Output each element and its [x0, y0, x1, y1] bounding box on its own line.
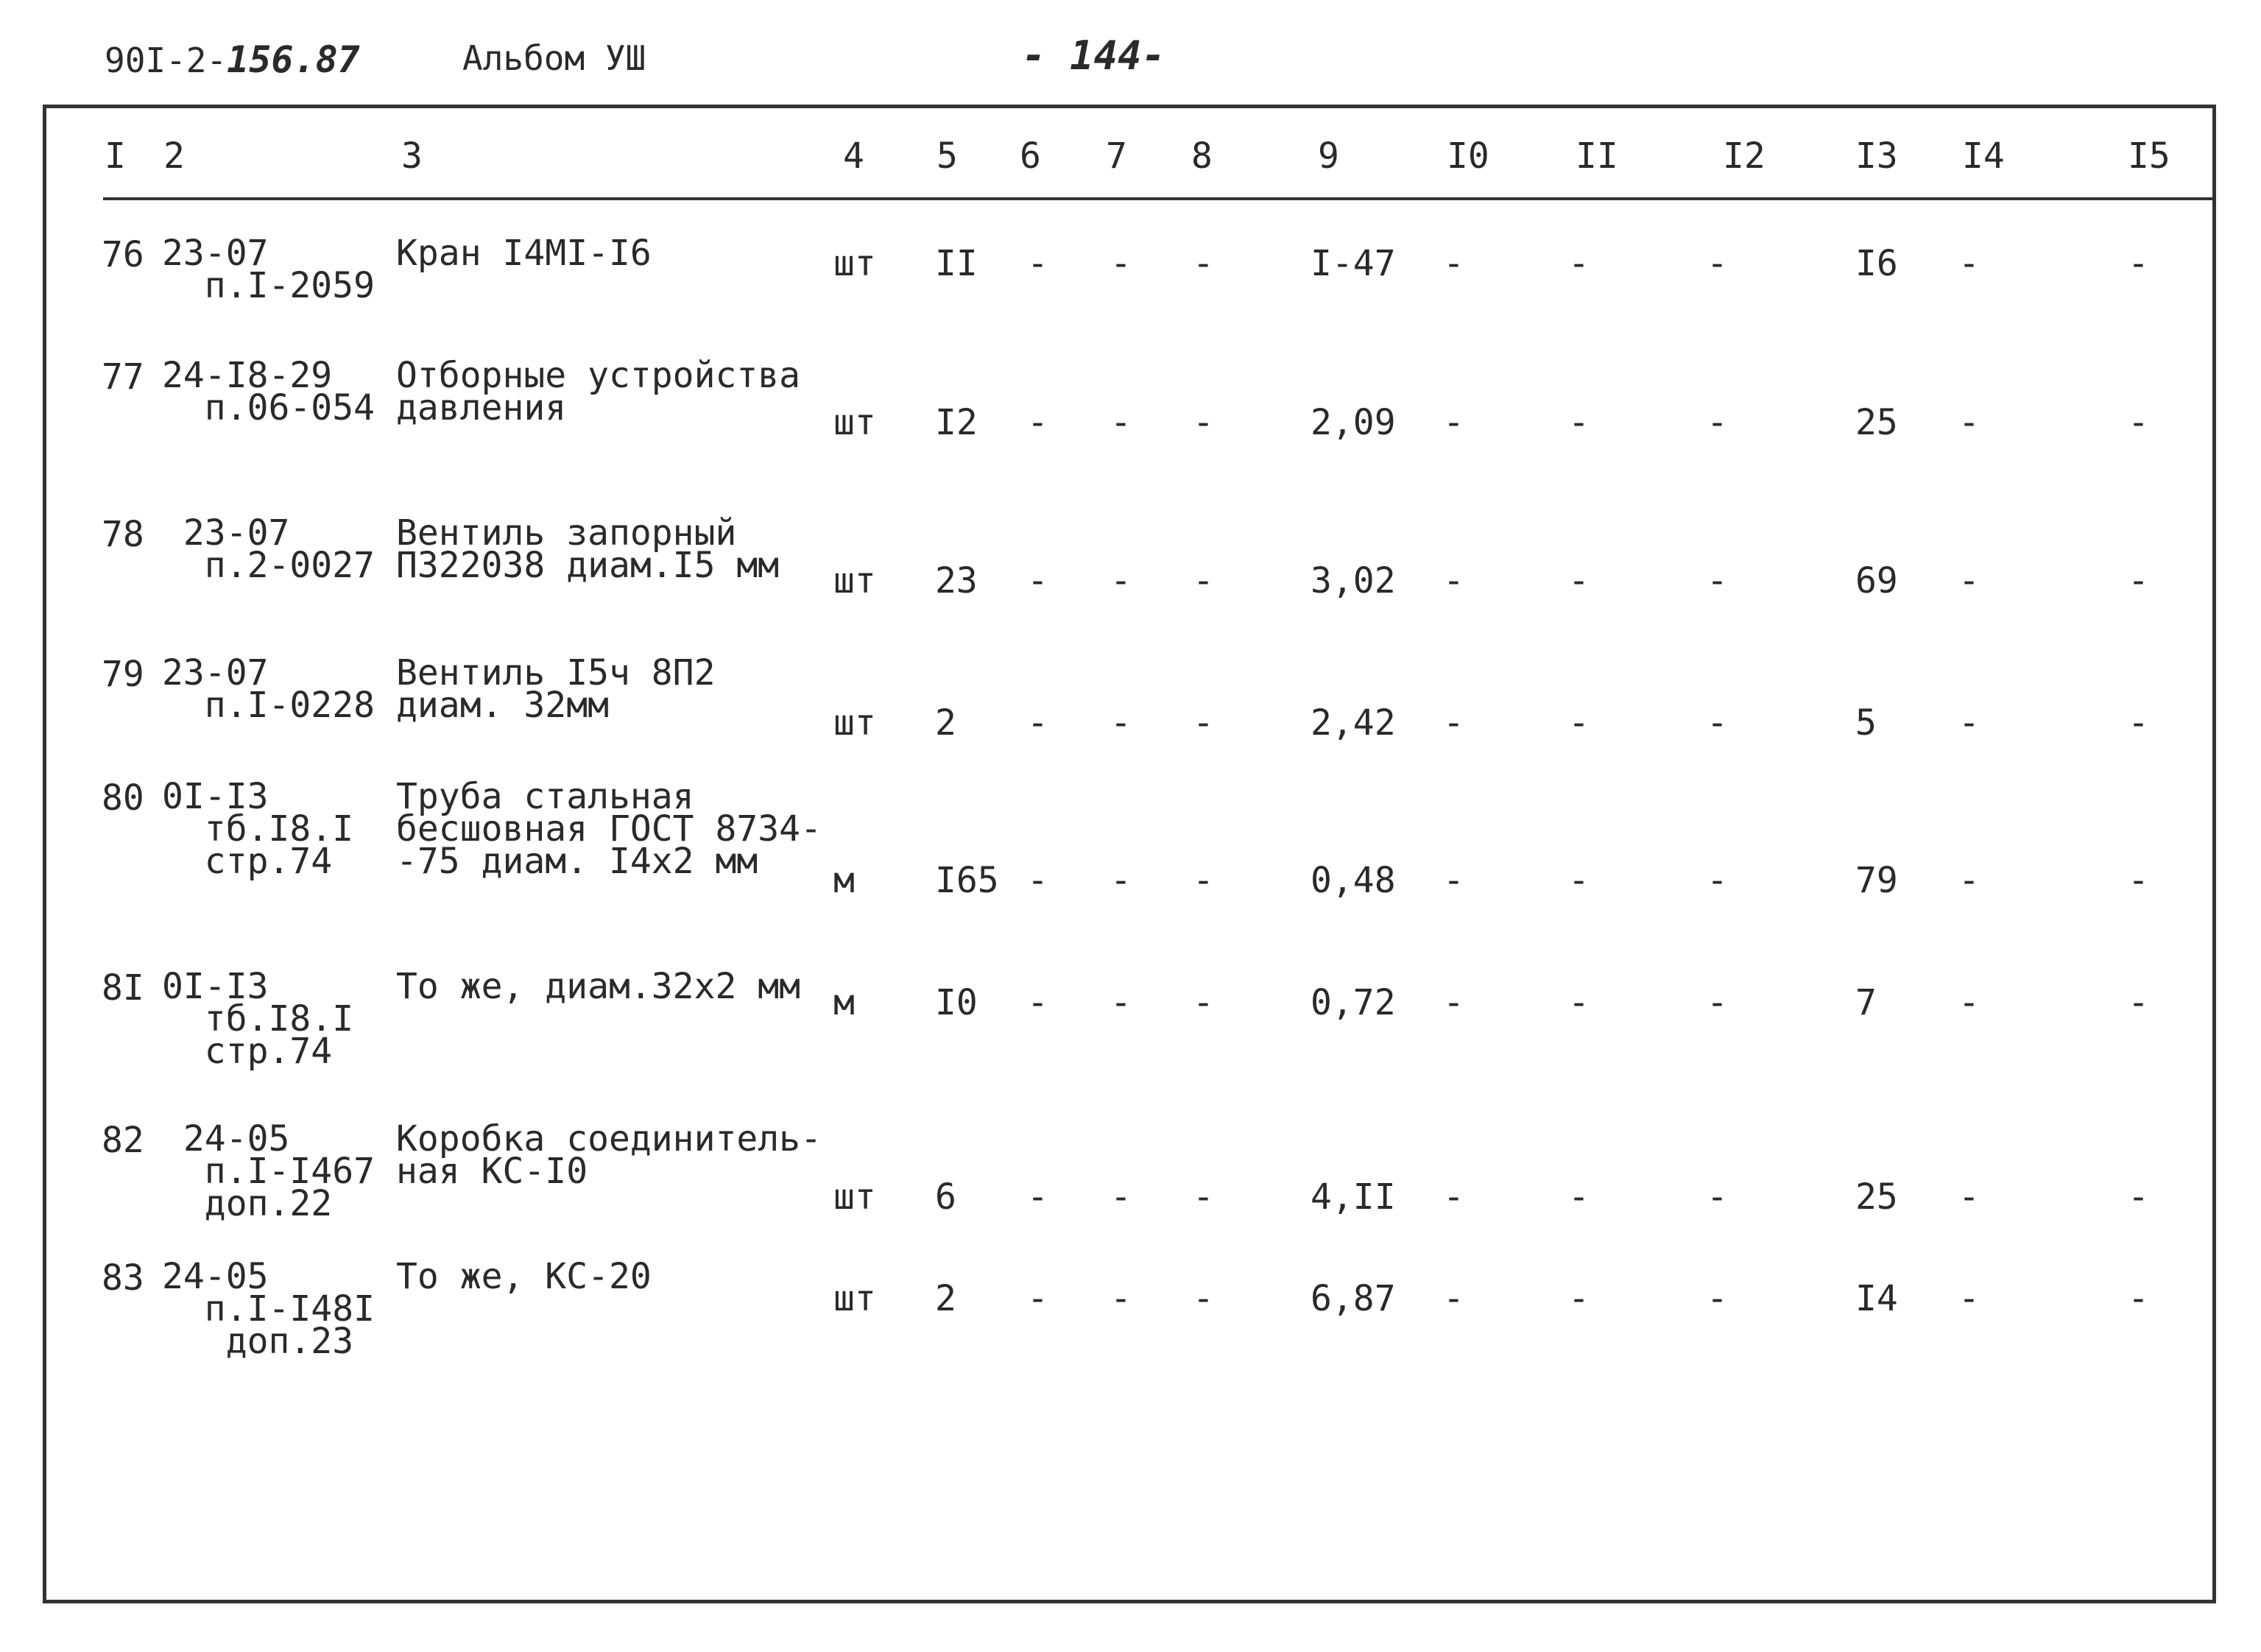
row-cell-c8: - — [1193, 1278, 1214, 1319]
row-cell-c12: - — [1707, 982, 1728, 1023]
row-cell-c7: - — [1110, 560, 1132, 601]
row-code: 23-07 п.I-2059 — [162, 233, 375, 307]
row-cell-c8: - — [1193, 860, 1214, 901]
row-price: 3,02 — [1311, 560, 1396, 601]
row-name: То же, КС-20 — [396, 1256, 652, 1297]
row-total: 79 — [1855, 860, 1898, 901]
row-code: 23-07 п.2-0027 — [183, 512, 375, 587]
column-header: 4 — [843, 135, 864, 177]
row-unit: шт — [833, 1176, 876, 1218]
row-number: 77 — [102, 356, 144, 398]
column-header: I5 — [2128, 135, 2170, 177]
row-cell-c14: - — [1958, 982, 1980, 1023]
row-code: 24-05 п.I-I48I доп.23 — [162, 1256, 375, 1363]
row-code: 24-05 п.I-I467 доп.22 — [183, 1118, 375, 1225]
row-price: 0,72 — [1311, 982, 1396, 1023]
row-cell-c10: - — [1443, 860, 1464, 901]
row-cell-c12: - — [1707, 402, 1728, 443]
row-cell-c7: - — [1110, 1176, 1132, 1218]
row-cell-c7: - — [1110, 243, 1132, 284]
column-header: I4 — [1962, 135, 2005, 177]
column-header: 9 — [1318, 135, 1339, 177]
column-header: I0 — [1447, 135, 1489, 177]
header-rule — [103, 197, 2216, 200]
row-cell-c15: - — [2128, 982, 2149, 1023]
album-label: Альбом УШ — [462, 38, 646, 78]
row-cell-c15: - — [2128, 860, 2149, 901]
column-header: I2 — [1723, 135, 1766, 177]
row-cell-c10: - — [1443, 702, 1464, 744]
table-frame — [43, 105, 2216, 1603]
row-cell-c6: - — [1027, 860, 1048, 901]
row-name: Вентиль запорный П322038 диам.I5 мм — [396, 512, 780, 587]
row-price: 6,87 — [1311, 1278, 1396, 1319]
row-number: 82 — [102, 1120, 144, 1161]
row-cell-c11: - — [1568, 702, 1590, 744]
row-cell-c11: - — [1568, 243, 1590, 284]
document-code-handwritten: 156.87 — [227, 38, 360, 81]
row-price: 2,42 — [1311, 702, 1396, 744]
row-cell-c11: - — [1568, 1278, 1590, 1319]
row-code: 23-07 п.I-0228 — [162, 652, 375, 727]
row-cell-c15: - — [2128, 702, 2149, 744]
row-cell-c11: - — [1568, 402, 1590, 443]
row-cell-c6: - — [1027, 560, 1048, 601]
row-code: 0I-I3 тб.I8.I стр.74 — [162, 776, 354, 883]
row-name: Отборные устройства давления — [396, 355, 801, 429]
row-cell-c11: - — [1568, 860, 1590, 901]
row-cell-c12: - — [1707, 1278, 1728, 1319]
column-header: I — [105, 135, 126, 177]
row-name: Труба стальная бесшовная ГОСТ 8734- -75 диам. I4x2 мм — [396, 776, 822, 883]
row-cell-c15: - — [2128, 560, 2149, 601]
row-name: Вентиль I5ч 8П2 диам. 32мм — [396, 652, 716, 727]
row-cell-c15: - — [2128, 1278, 2149, 1319]
row-cell-c11: - — [1568, 982, 1590, 1023]
row-price: 4,II — [1311, 1176, 1396, 1218]
column-header: 8 — [1191, 135, 1213, 177]
row-total: 5 — [1855, 702, 1877, 744]
row-number: 8I — [102, 967, 144, 1009]
row-cell-c14: - — [1958, 402, 1980, 443]
row-cell-c14: - — [1958, 1278, 1980, 1319]
row-unit: шт — [833, 702, 876, 744]
row-quantity: 2 — [935, 1278, 956, 1319]
row-cell-c14: - — [1958, 243, 1980, 284]
row-cell-c10: - — [1443, 1176, 1464, 1218]
row-number: 79 — [102, 654, 144, 695]
row-unit: м — [833, 982, 855, 1023]
row-cell-c12: - — [1707, 243, 1728, 284]
row-cell-c11: - — [1568, 560, 1590, 601]
row-cell-c15: - — [2128, 243, 2149, 284]
row-total: 7 — [1855, 982, 1877, 1023]
row-code: 24-I8-29 п.06-054 — [162, 355, 375, 429]
column-header: 2 — [163, 135, 185, 177]
column-header: 5 — [937, 135, 958, 177]
row-cell-c15: - — [2128, 1176, 2149, 1218]
row-quantity: I2 — [935, 402, 978, 443]
row-cell-c8: - — [1193, 1176, 1214, 1218]
row-cell-c12: - — [1707, 560, 1728, 601]
row-number: 83 — [102, 1257, 144, 1299]
row-quantity: I0 — [935, 982, 978, 1023]
row-cell-c6: - — [1027, 402, 1048, 443]
row-cell-c15: - — [2128, 402, 2149, 443]
row-cell-c6: - — [1027, 702, 1048, 744]
row-unit: шт — [833, 402, 876, 443]
row-cell-c7: - — [1110, 1278, 1132, 1319]
row-cell-c10: - — [1443, 982, 1464, 1023]
row-cell-c7: - — [1110, 982, 1132, 1023]
row-number: 76 — [102, 234, 144, 275]
row-price: 0,48 — [1311, 860, 1396, 901]
row-total: I6 — [1855, 243, 1898, 284]
row-cell-c8: - — [1193, 243, 1214, 284]
row-cell-c8: - — [1193, 702, 1214, 744]
row-cell-c8: - — [1193, 982, 1214, 1023]
row-code: 0I-I3 тб.I8.I стр.74 — [162, 966, 354, 1073]
row-cell-c7: - — [1110, 702, 1132, 744]
column-header: I3 — [1855, 135, 1898, 177]
row-cell-c7: - — [1110, 402, 1132, 443]
row-quantity: 23 — [935, 560, 978, 601]
row-total: I4 — [1855, 1278, 1898, 1319]
row-cell-c10: - — [1443, 1278, 1464, 1319]
row-name: Кран I4MI-I6 — [396, 233, 652, 274]
row-cell-c8: - — [1193, 402, 1214, 443]
page-number: - 144- — [1022, 32, 1166, 79]
row-cell-c6: - — [1027, 1278, 1048, 1319]
row-cell-c10: - — [1443, 402, 1464, 443]
row-cell-c8: - — [1193, 560, 1214, 601]
column-header: 6 — [1020, 135, 1041, 177]
row-quantity: II — [935, 243, 978, 284]
row-cell-c14: - — [1958, 560, 1980, 601]
row-cell-c12: - — [1707, 702, 1728, 744]
row-cell-c12: - — [1707, 860, 1728, 901]
row-cell-c6: - — [1027, 1176, 1048, 1218]
row-total: 25 — [1855, 402, 1898, 443]
row-unit: шт — [833, 1278, 876, 1319]
row-number: 80 — [102, 777, 144, 819]
row-cell-c12: - — [1707, 1176, 1728, 1218]
row-name: Коробка соединитель- ная КС-I0 — [396, 1118, 822, 1193]
row-cell-c10: - — [1443, 560, 1464, 601]
row-price: 2,09 — [1311, 402, 1396, 443]
row-name: То же, диам.32x2 мм — [396, 966, 801, 1007]
row-unit: шт — [833, 243, 876, 284]
row-quantity: 6 — [935, 1176, 956, 1218]
row-cell-c6: - — [1027, 982, 1048, 1023]
row-total: 69 — [1855, 560, 1898, 601]
row-cell-c14: - — [1958, 860, 1980, 901]
row-quantity: 2 — [935, 702, 956, 744]
row-number: 78 — [102, 514, 144, 555]
column-header: II — [1576, 135, 1618, 177]
row-quantity: I65 — [935, 860, 999, 901]
column-header: 7 — [1106, 135, 1127, 177]
row-cell-c7: - — [1110, 860, 1132, 901]
document-code — [105, 38, 360, 81]
row-cell-c14: - — [1958, 1176, 1980, 1218]
row-unit: шт — [833, 560, 876, 601]
document-code-prefix: 90I-2- — [105, 40, 227, 80]
row-cell-c10: - — [1443, 243, 1464, 284]
row-cell-c6: - — [1027, 243, 1048, 284]
row-unit: м — [833, 860, 855, 901]
row-price: I-47 — [1311, 243, 1396, 284]
row-cell-c14: - — [1958, 702, 1980, 744]
row-total: 25 — [1855, 1176, 1898, 1218]
row-cell-c11: - — [1568, 1176, 1590, 1218]
column-header: 3 — [401, 135, 423, 177]
